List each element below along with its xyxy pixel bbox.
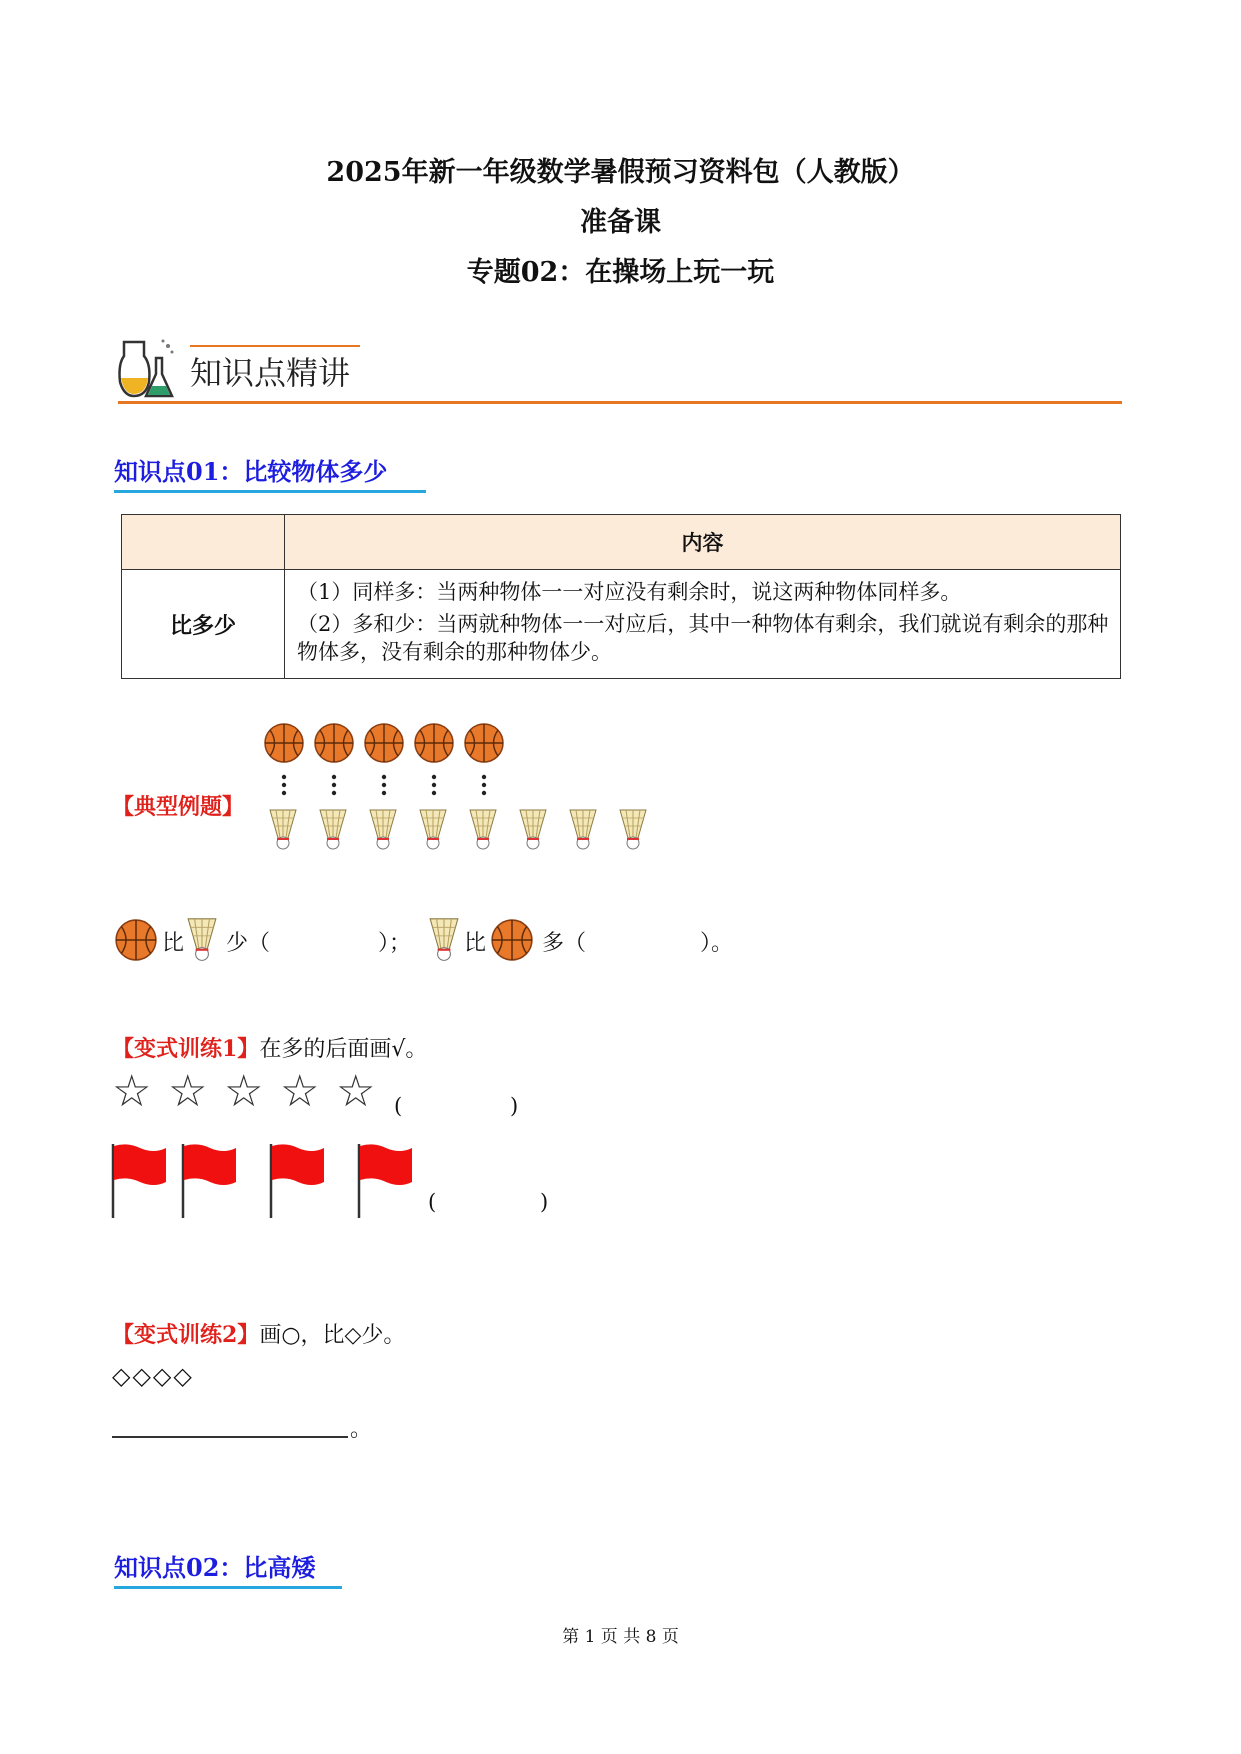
document-subtitle: 准备课 bbox=[580, 207, 661, 238]
flask-icon bbox=[116, 336, 176, 402]
knowledge-table bbox=[121, 514, 1121, 679]
star-icon: ☆ bbox=[168, 1066, 208, 1117]
red-flag-icon bbox=[180, 1142, 240, 1218]
red-flag-icon bbox=[268, 1142, 328, 1218]
kp1-title: 知识点01：比较物体多少 bbox=[114, 457, 388, 486]
example-question bbox=[112, 916, 872, 966]
star-icon: ☆ bbox=[336, 1066, 376, 1117]
shuttlecock-icon bbox=[318, 806, 348, 850]
ex2-line bbox=[112, 1318, 405, 1349]
q-duo-text: 多（ bbox=[542, 931, 587, 956]
basketball-icon bbox=[263, 722, 305, 764]
q-close2-text: ）。 bbox=[700, 931, 734, 956]
example-tag: 【典型例题】 bbox=[112, 794, 245, 820]
q-bi2-text: 比 bbox=[464, 931, 487, 956]
kp2-title: 知识点02：比高矮 bbox=[114, 1553, 316, 1582]
shuttlecock-icon bbox=[186, 914, 218, 962]
section-banner-label: 知识点精讲 bbox=[190, 354, 351, 392]
table-item-2: （2）多和少：当两就种物体一一对应后，其中一种物体有剩余，我们就说有剩余的那种物体多，没有剩余的那种物体少。 bbox=[297, 612, 1109, 664]
star-icon: ☆ bbox=[112, 1066, 152, 1117]
kp1-underline bbox=[114, 490, 426, 493]
table-content-cell bbox=[285, 570, 1121, 679]
ex1-tag: 【变式训练1】 bbox=[112, 1036, 260, 1062]
star-icon: ☆ bbox=[224, 1066, 264, 1117]
q-close1-text: ）； bbox=[378, 931, 412, 956]
star-icon: ☆ bbox=[280, 1066, 320, 1117]
flags-paren-open: ( bbox=[428, 1190, 437, 1214]
q-bi-text: 比 bbox=[162, 931, 185, 956]
basketball-icon bbox=[313, 722, 355, 764]
stars-paren-open: ( bbox=[394, 1094, 403, 1118]
shuttlecock-icon bbox=[418, 806, 448, 850]
pairing-dots bbox=[381, 774, 387, 796]
shuttlecock-icon bbox=[368, 806, 398, 850]
shuttlecock-icon bbox=[618, 806, 648, 850]
q-shao-text: 少（ bbox=[226, 931, 271, 956]
table-item-1: （1）同样多：当两种物体一一对应没有剩余时，说这两种物体同样多。 bbox=[297, 580, 962, 604]
basketball-icon bbox=[413, 722, 455, 764]
pairing-dots bbox=[481, 774, 487, 796]
page-footer: 第 1 页 共 8 页 bbox=[562, 1627, 679, 1647]
red-flag-icon bbox=[356, 1142, 416, 1218]
pairing-dots bbox=[281, 774, 287, 796]
table-corner-cell bbox=[122, 515, 285, 570]
document-title: 2025年新一年级数学暑假预习资料包（人教版） bbox=[326, 157, 915, 188]
table-row-label: 比多少 bbox=[122, 570, 285, 679]
ex1-line bbox=[112, 1032, 427, 1063]
table-header-content: 内容 bbox=[285, 515, 1121, 570]
kp2-underline bbox=[114, 1586, 342, 1589]
banner-top-rule bbox=[190, 345, 360, 347]
ex2-prompt: 画○，比◇少。 bbox=[259, 1323, 406, 1348]
section-rule bbox=[118, 401, 1122, 404]
shuttlecock-icon bbox=[568, 806, 598, 850]
shuttlecock-icon bbox=[268, 806, 298, 850]
basketball-icon bbox=[490, 918, 534, 962]
answer-line bbox=[112, 1436, 348, 1438]
pairing-dots bbox=[431, 774, 437, 796]
ex1-prompt: 在多的后面画√。 bbox=[259, 1037, 428, 1062]
shuttlecock-icon bbox=[428, 914, 460, 962]
shuttlecock-icon bbox=[518, 806, 548, 850]
pairing-dots bbox=[331, 774, 337, 796]
basketball-icon bbox=[363, 722, 405, 764]
answer-line-end: 。 bbox=[350, 1417, 373, 1442]
stars-paren-close: ) bbox=[510, 1094, 519, 1118]
flags-paren-close: ) bbox=[540, 1190, 549, 1214]
ex2-tag: 【变式训练2】 bbox=[112, 1322, 260, 1348]
topic-title: 专题02：在操场上玩一玩 bbox=[466, 257, 775, 288]
ex2-diamonds: ◇◇◇◇ bbox=[112, 1362, 194, 1390]
basketball-icon bbox=[114, 918, 158, 962]
shuttlecock-icon bbox=[468, 806, 498, 850]
red-flag-icon bbox=[110, 1142, 170, 1218]
basketball-icon bbox=[463, 722, 505, 764]
